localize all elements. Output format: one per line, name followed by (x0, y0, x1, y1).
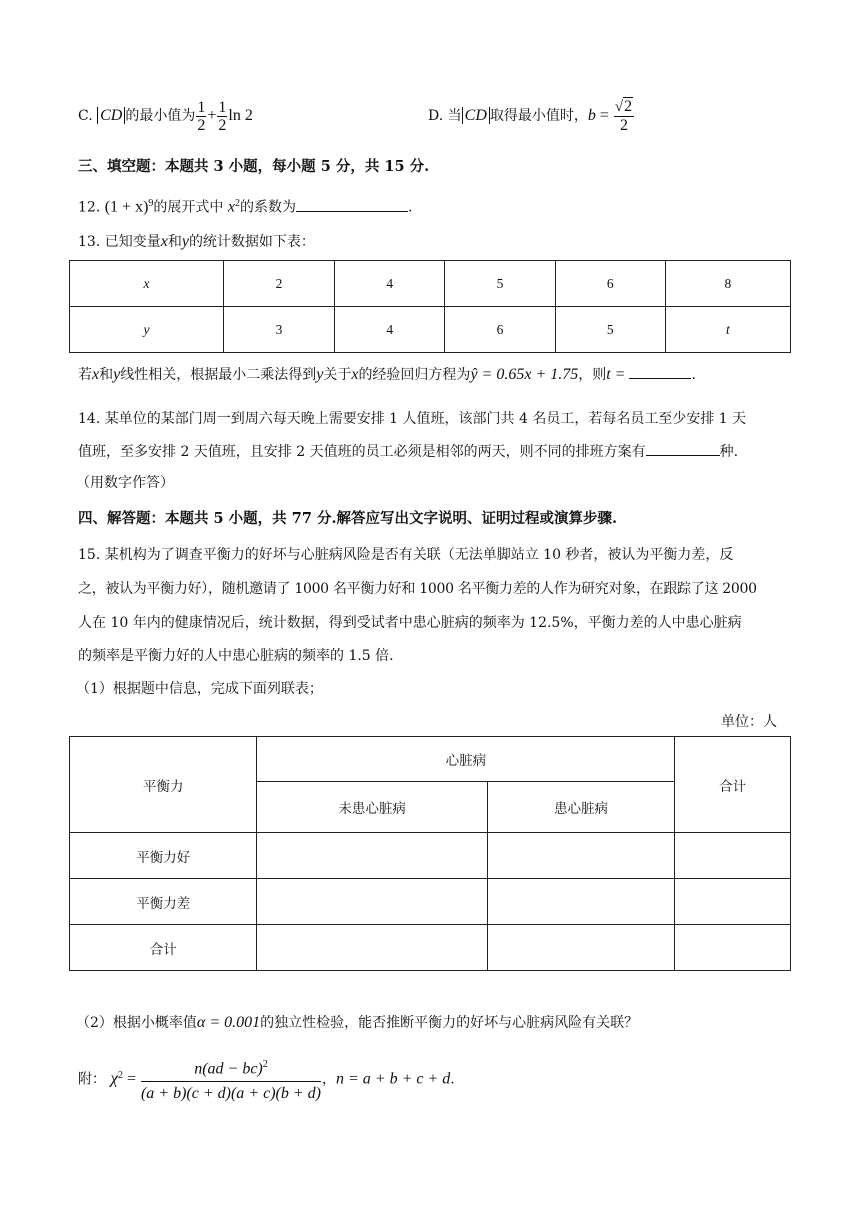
question-14-line3: （用数字作答） (76, 475, 174, 491)
header-total: 合计 (675, 737, 791, 833)
section-4-heading: 四、解答题：本题共 5 小题，共 77 分.解答应写出文字说明、证明过程或演算步骤. (78, 510, 618, 527)
question-13-intro: 13. 已知变量x和y的统计数据如下表： (78, 233, 315, 250)
q13-data-table (69, 260, 791, 353)
table-row: x 2 4 5 6 8 (70, 261, 791, 307)
table-cell (487, 879, 674, 925)
header-has-disease: 患心脏病 (487, 782, 674, 833)
header-no-disease: 未患心脏病 (257, 782, 487, 833)
fraction-half: $\frac{1}{2}$ (197, 98, 206, 134)
table-cell (675, 833, 791, 879)
header-heart-disease: 心脏病 (257, 737, 675, 782)
answer-blank (296, 199, 408, 212)
question-13-statement: 若x和y线性相关，根据最小二乘法得到y关于x的经验回归方程为ŷ = 0.65x + 1.75，则t = . (78, 366, 696, 383)
unit-label: 单位：人 (721, 714, 777, 730)
table-cell (257, 925, 487, 971)
table-cell (487, 833, 674, 879)
question-15-part2: （2）根据小概率值α = 0.001的独立性检验，能否推断平衡力的好坏与心脏病风险有关联？ (76, 1014, 639, 1031)
table-row (70, 925, 791, 971)
row-label-bad: 平衡力差 (70, 879, 257, 925)
question-12: 12. $(1 + x)^9$的展开式中 $x^2$的系数为 . (78, 198, 413, 216)
question-15-line4: 的频率是平衡力好的人中患心脏病的频率的 1.5 倍. (78, 648, 394, 664)
row-label-total: 合计 (70, 925, 257, 971)
row-label-good: 平衡力好 (70, 833, 257, 879)
contingency-table (69, 736, 791, 971)
fraction-sqrt2-over-2: $\frac{√2}{2}$ (614, 98, 633, 134)
fraction-half-2: $\frac{1}{2}$ (218, 98, 227, 134)
question-14-line1: 14. 某单位的某部门周一到周六每天晚上需要安排 1 人值班，该部门共 4 名员工，若每名员工至少安排 1 天 (78, 411, 747, 427)
table-cell (675, 879, 791, 925)
appendix-formula: 附： $\chi^2$ = $\frac{n(ad - bc)^2}{(a + b)(c + d)(a + c)(b + d)}$ ，n = a + b + c + d. (78, 1046, 455, 1106)
table-row (70, 833, 791, 879)
header-balance: 平衡力 (70, 737, 257, 833)
table-cell (257, 833, 487, 879)
section-3-heading: 三、填空题：本题共 3 小题，每小题 5 分，共 15 分. (78, 158, 430, 175)
table-row (70, 879, 791, 925)
question-15-part1: （1）根据题中信息，完成下面列联表； (76, 681, 323, 697)
table-cell (675, 925, 791, 971)
abs-cd: CD (97, 107, 125, 124)
question-15-line1: 15. 某机构为了调查平衡力的好坏与心脏病风险是否有关联（无法单脚站立 10 秒者，被认为平衡力差，反 (78, 547, 734, 563)
question-15-line3: 人在 10 年内的健康情况后，统计数据，得到受试者中患心脏病的频率为 12.5%，平衡力差的人中患心脏病 (78, 615, 742, 631)
table-cell (257, 879, 487, 925)
q11-option-d: D. 当 CD 取得最小值时，b = $\frac{√2}{2}$ (428, 98, 633, 134)
table-row: y 3 4 6 5 t (70, 307, 791, 353)
table-cell (487, 925, 674, 971)
chi-square-fraction: $\frac{n(ad - bc)^2}{(a + b)(c + d)(a + c)(b + d)}$ (141, 1053, 321, 1106)
answer-blank (646, 443, 720, 456)
table-row (70, 737, 791, 782)
q11-option-c: C. CD 的最小值为 $\frac{1}{2}$ + $\frac{1}{2}$ ln 2 (78, 98, 253, 134)
abs-cd: CD (462, 107, 490, 124)
question-14-line2: 值班，至多安排 2 天值班，且安排 2 天值班的员工必须是相邻的两天，则不同的排班方案有 种. (78, 444, 739, 460)
question-15-line2: 之，被认为平衡力好），随机邀请了 1000 名平衡力好和 1000 名平衡力差的人作为研究对象，在跟踪了这 2000 (78, 581, 757, 597)
answer-blank (629, 366, 691, 379)
